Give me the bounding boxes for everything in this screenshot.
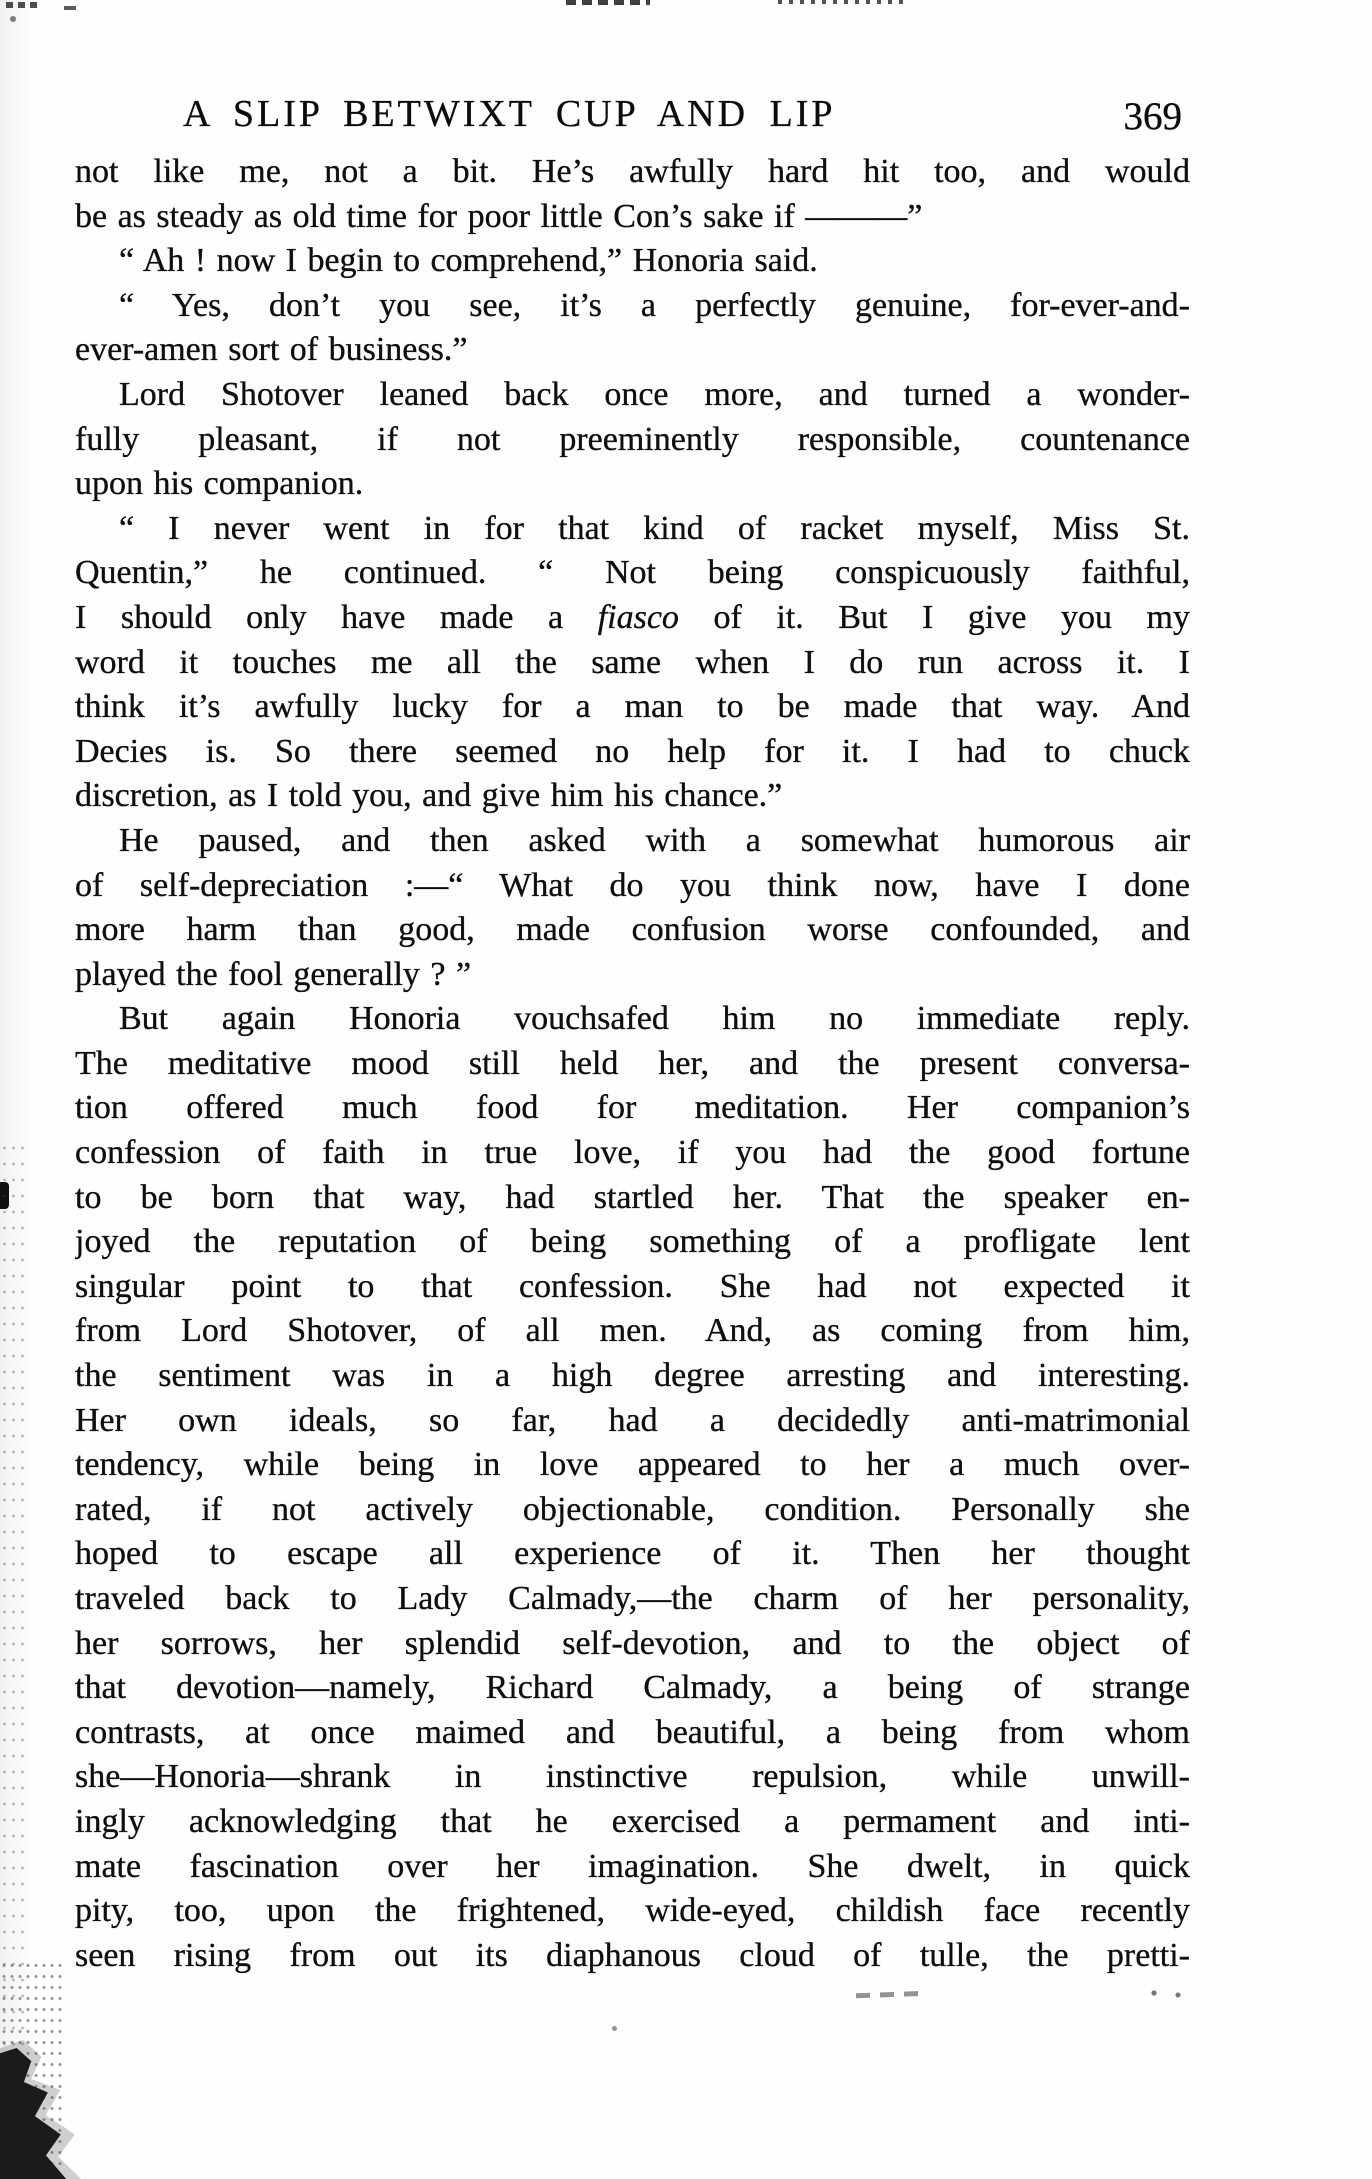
paragraph xyxy=(75,239,1190,284)
scan-artifact-bottom-center-marks xyxy=(856,1991,928,1999)
paragraph xyxy=(75,150,1190,239)
scan-artifact-top-dots xyxy=(778,0,908,4)
scan-artifact-top-dashes xyxy=(566,0,650,5)
text-line xyxy=(75,641,1190,686)
text-segment: “ Ah ! now I begin to comprehend,” Honoria said. xyxy=(119,242,818,280)
text-segment: played the fool generally ? ” xyxy=(75,955,472,993)
scan-artifact-corner-blob-halo xyxy=(0,2040,104,2179)
text-segment: hoped to escape all experience of it. Then her thought xyxy=(75,1535,1190,1573)
text-segment: rated, if not actively objectionable, condition. Personally she xyxy=(75,1490,1190,1528)
text-segment: that devotion—namely, Richard Calmady, a being of strange xyxy=(75,1669,1190,1707)
text-segment: ever-amen sort of business.” xyxy=(75,331,468,369)
text-line xyxy=(75,1265,1190,1310)
text-segment: But again Honoria vouchsafed him no immediate reply. xyxy=(119,1000,1190,1038)
text-segment: “ Yes, don’t you see, it’s a perfectly genuine, for-ever-and- xyxy=(119,286,1190,324)
text-segment: tion offered much food for meditation. Her companion’s xyxy=(75,1089,1190,1127)
text-line xyxy=(75,195,1190,240)
text-line xyxy=(75,150,1190,195)
text-segment: word it touches me all the same when I do run across it. I xyxy=(75,643,1190,681)
scan-artifact-top-left-dashes xyxy=(6,2,40,8)
text-segment: Quentin,” he continued. “ Not being conspicuously faithful, xyxy=(75,554,1190,592)
text-line xyxy=(75,1622,1190,1667)
text-line xyxy=(75,1711,1190,1756)
text-line xyxy=(75,507,1190,552)
text-segment: the sentiment was in a high degree arresting and interesting. xyxy=(75,1357,1190,1395)
text-line xyxy=(75,819,1190,864)
text-segment: from Lord Shotover, of all men. And, as coming from him, xyxy=(75,1312,1190,1350)
text-line xyxy=(75,1755,1190,1800)
text-segment: contrasts, at once maimed and beautiful, a being from whom xyxy=(75,1713,1190,1751)
text-segment: Lord Shotover leaned back once more, and turned a wonder- xyxy=(119,375,1190,413)
text-segment: be as steady as old time for poor little Con’s sake if ———” xyxy=(75,197,923,235)
text-line xyxy=(75,774,1190,819)
text-line xyxy=(75,551,1190,596)
text-segment: seen rising from out its diaphanous cloud of tulle, the pretti- xyxy=(75,1936,1190,1974)
paragraph xyxy=(75,819,1190,997)
text-segment: He paused, and then asked with a somewhat humorous air xyxy=(119,821,1190,859)
scan-edge-shade xyxy=(0,0,34,2179)
text-segment: discretion, as I told you, and give him his chance.” xyxy=(75,777,783,815)
text-line xyxy=(75,1488,1190,1533)
scan-artifact-bottom-left-speckles xyxy=(0,1960,62,2179)
scan-artifact-top-left-dot xyxy=(10,16,16,22)
text-segment: joyed the reputation of being something of a profligate lent xyxy=(75,1223,1190,1261)
italic-text: fiasco xyxy=(597,598,679,636)
text-segment: think it’s awfully lucky for a man to be made that way. And xyxy=(75,688,1190,726)
text-segment: not like me, not a bit. He’s awfully hard hit too, and would xyxy=(75,153,1190,190)
paragraph xyxy=(75,507,1190,819)
text-line xyxy=(75,418,1190,463)
text-line xyxy=(75,1131,1190,1176)
scan-artifact-corner-blob xyxy=(0,2048,92,2179)
text-line xyxy=(75,1399,1190,1444)
text-line xyxy=(75,1042,1190,1087)
text-line xyxy=(75,596,1190,641)
text-segment: traveled back to Lady Calmady,—the charm of her personality, xyxy=(75,1580,1190,1617)
text-segment: pity, too, upon the frightened, wide-eyed, childish face recently xyxy=(75,1892,1190,1930)
text-segment: of it. But I give you my xyxy=(678,598,1190,636)
text-line xyxy=(75,1443,1190,1488)
text-segment: Decies is. So there seemed no help for it. I had to chuck xyxy=(75,732,1190,770)
page-number: 369 xyxy=(1123,95,1182,138)
text-segment: The meditative mood still held her, and the present conversa- xyxy=(75,1044,1190,1082)
text-segment: upon his companion. xyxy=(75,465,364,503)
text-line xyxy=(75,373,1190,418)
text-line xyxy=(75,1086,1190,1131)
paragraph xyxy=(75,373,1190,507)
scan-artifact-left-margin-mark xyxy=(0,1182,9,1209)
text-segment: more harm than good, made confusion worse confounded, and xyxy=(75,911,1190,949)
text-segment: mate fascination over her imagination. She dwelt, in quick xyxy=(75,1847,1190,1885)
text-segment: fully pleasant, if not preeminently responsible, countenance xyxy=(75,420,1190,458)
text-line xyxy=(75,1532,1190,1577)
paragraph xyxy=(75,997,1190,1978)
text-line xyxy=(75,864,1190,909)
text-line xyxy=(75,685,1190,730)
text-line xyxy=(75,1845,1190,1890)
text-line xyxy=(75,730,1190,775)
paragraph xyxy=(75,284,1190,373)
text-line xyxy=(75,1800,1190,1845)
scan-artifact-left-speckles xyxy=(0,1140,26,2179)
text-segment: Her own ideals, so far, had a decidedly anti-matrimonial xyxy=(75,1401,1190,1439)
text-line xyxy=(75,1934,1190,1979)
text-segment: I should only have made a xyxy=(75,598,598,636)
text-segment: her sorrows, her splendid self-devotion, and to the object of xyxy=(75,1624,1190,1662)
page-body xyxy=(75,150,1190,1978)
text-segment: to be born that way, had startled her. That the speaker en- xyxy=(75,1178,1190,1216)
scan-artifact-top-left-mark xyxy=(64,6,76,10)
scan-artifact-bottom-dot xyxy=(612,2026,617,2031)
scan-artifact-bottom-right-dots xyxy=(1148,1988,1194,2000)
text-line xyxy=(75,1577,1190,1622)
text-line xyxy=(75,1666,1190,1711)
text-line xyxy=(75,1309,1190,1354)
text-segment: confession of faith in true love, if you had the good fortune xyxy=(75,1134,1190,1172)
text-line xyxy=(75,953,1190,998)
text-line xyxy=(75,328,1190,373)
text-line xyxy=(75,462,1190,507)
text-segment: ingly acknowledging that he exercised a permament and inti- xyxy=(75,1802,1190,1840)
text-line xyxy=(75,1176,1190,1221)
text-line xyxy=(75,284,1190,329)
text-segment: tendency, while being in love appeared to her a much over- xyxy=(75,1446,1190,1484)
text-line xyxy=(75,997,1190,1042)
text-segment: she—Honoria—shrank in instinctive repulsion, while unwill- xyxy=(75,1758,1190,1796)
text-segment: “ I never went in for that kind of racket myself, Miss St. xyxy=(119,509,1190,547)
running-title: A SLIP BETWIXT CUP AND LIP xyxy=(183,93,836,135)
text-line xyxy=(75,1354,1190,1399)
text-segment: of self-depreciation :—“ What do you think now, have I done xyxy=(75,866,1190,904)
text-line xyxy=(75,1889,1190,1934)
text-line xyxy=(75,908,1190,953)
text-segment: singular point to that confession. She had not expected it xyxy=(75,1267,1190,1305)
text-line xyxy=(75,239,1190,284)
text-line xyxy=(75,1220,1190,1265)
